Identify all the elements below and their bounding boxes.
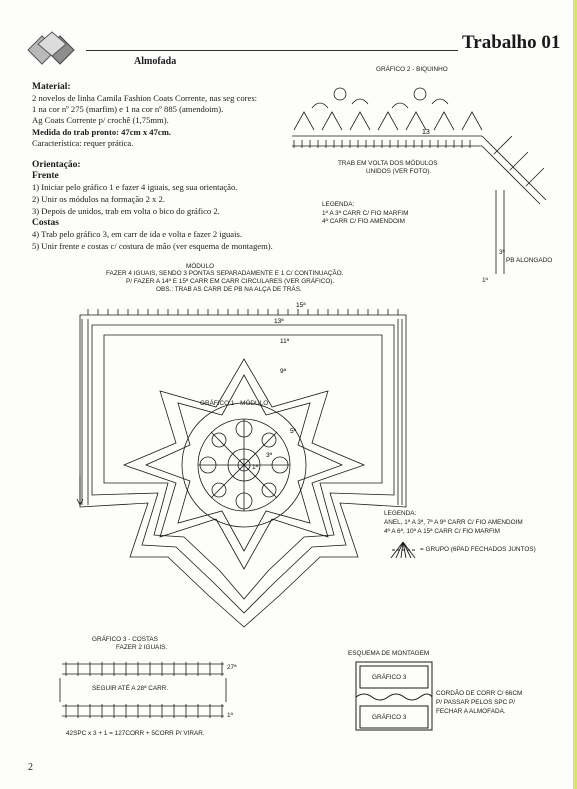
orientation-label: Orientação:: [32, 160, 81, 170]
chart1-legend-1: ANEL, 1ª A 3ª, 7ª A 9ª CARR C/ FIO AMENDOIM: [384, 519, 523, 526]
chart1-row-11: 11ª: [280, 338, 290, 345]
chart2-legend-2: 4ª CARR C/ FIO AMENDOIM: [322, 218, 405, 225]
page-number: 2: [28, 762, 33, 773]
chart1-legend-2: 4ª A 6ª, 10ª A 15ª CARR C/ FIO MARFIM: [384, 528, 501, 535]
assembly-note-3: FECHAR A ALMOFADA.: [436, 708, 506, 715]
chart2-number: 13: [422, 129, 430, 136]
back-label: Costas: [32, 218, 59, 228]
chart1-row-1: 1ª: [252, 464, 259, 471]
chart1-row-15: 15ª: [296, 302, 306, 309]
material-line-1: 2 novelos de linha Camila Fashion Coats Corrente, nas seg cores:: [32, 93, 258, 103]
material-line-3: Ag Coats Corrente p/ crochê (1,75mm).: [32, 115, 169, 125]
back-step-1: 4) Trab pelo gráfico 3, em carr de ida e volta e fazer 2 iguais.: [32, 229, 242, 239]
header-rule: [86, 50, 458, 51]
assembly-box-1: GRÁFICO 3: [372, 674, 407, 681]
chart2-legend-title: LEGENDA:: [322, 201, 355, 208]
chart1-title: GRÁFICO 1 - MÓDULO: [200, 400, 269, 407]
chart2-row-3: 3ª: [499, 249, 505, 256]
front-step-3: 3) Depois de unidos, trab em volta o bico do gráfico 2.: [32, 206, 220, 216]
front-step-1: 1) Iniciar pelo gráfico 1 e fazer 4 iguais, seg sua orientação.: [32, 182, 238, 192]
chart1-row-13: 13ª: [274, 318, 284, 325]
front-label: Frente: [32, 171, 59, 181]
assembly-box-2: GRÁFICO 3: [372, 714, 407, 721]
chart2-note-2: UNIDOS (VER FOTO).: [366, 168, 432, 175]
chart1-row-3: 3ª: [266, 452, 273, 459]
front-step-2: 2) Unir os módulos na formação 2 x 2.: [32, 194, 165, 204]
chart3-diagram: [58, 654, 238, 734]
chart2-note-1: TRAB EM VOLTA DOS MÓDULOS: [338, 160, 438, 167]
chart3-row-1: 1ª: [227, 712, 233, 719]
chart1-intro-1: MÓDULO: [186, 263, 215, 270]
page-edge-strip: [573, 0, 577, 789]
material-line-5: Característica: requer prática.: [32, 138, 134, 148]
chart1-group-label: = GRUPO (6PAD FECHADOS JUNTOS): [420, 546, 536, 553]
chart1-intro-4: OBS.: TRAB AS CARR DE PB NA ALÇA DE TRÁS.: [156, 286, 302, 293]
chart3-footer: 42SPC x 3 + 1 = 127CORR + 5CORR P/ VIRAR.: [66, 730, 205, 737]
chart1-row-5: 5ª: [290, 428, 297, 435]
chart2-pb-label: PB ALONGADO: [506, 257, 553, 264]
chart1-intro-2: FAZER 4 IGUAIS, SENDO 3 PONTAS SEPARADAMENTE E 1 C/ CONTINUAÇÃO.: [106, 270, 344, 277]
material-label: Material:: [32, 82, 71, 92]
logo-icon: [24, 30, 82, 70]
chart1-row-9: 9ª: [280, 368, 287, 375]
chart3-repeat-note: SEGUIR ATÉ A 28ª CARR.: [92, 685, 169, 692]
back-step-2: 5) Unir frente e costas c/ costura de mão (ver esquema de montagem).: [32, 241, 273, 251]
chart1-intro-3: P/ FAZER A 14ª E 15ª CARR EM CARR CIRCULARES (VER GRÁFICO).: [126, 278, 335, 285]
chart3-subtitle: FAZER 2 IGUAIS.: [116, 644, 168, 651]
chart2-title: GRÁFICO 2 - BIQUINHO: [376, 66, 448, 73]
chart1-legend-title: LEGENDA:: [384, 510, 417, 517]
assembly-note-1: CORDÃO DE CORR C/ 66CM: [436, 690, 523, 697]
material-line-4: Medida do trab pronto: 47cm x 47cm.: [32, 127, 172, 137]
chart1-diagram: [58, 295, 430, 630]
chart2-diagram: [282, 74, 562, 284]
page-title: Trabalho 01: [462, 32, 561, 53]
chart3-row-27: 27ª: [227, 664, 237, 671]
chart2-row-1: 1ª: [482, 277, 488, 284]
assembly-note-2: P/ PASSAR PELOS SPC P/: [436, 699, 516, 706]
material-line-2: 1 na cor nº 275 (marfim) e 1 na cor nº 885 (amendoim).: [32, 104, 224, 114]
group-stitch-icon: [388, 538, 418, 560]
project-name: Almofada: [134, 56, 177, 67]
chart2-legend-1: 1ª A 3ª CARR C/ FIO MARFIM: [322, 210, 409, 217]
chart3-title: GRÁFICO 3 - COSTAS: [92, 636, 158, 643]
assembly-title: ESQUEMA DE MONTAGEM: [348, 650, 430, 657]
